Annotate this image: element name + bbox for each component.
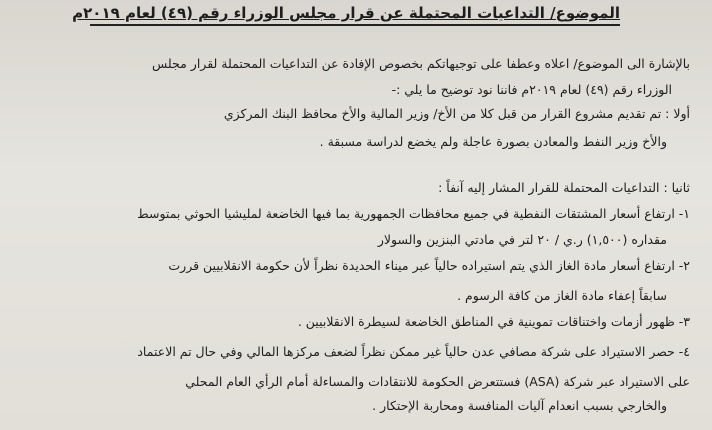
- list-item-continuation: سابقاً إعفاء مادة الغاز من كافة الرسوم .: [457, 288, 667, 303]
- paragraph-line: أولا : تم تقديم مشروع القرار من قبل كلا من الأخ/ وزير المالية والأخ محافظ البنك المركزي: [223, 106, 690, 121]
- list-item: ٣- ظهور أزمات واختناقات تموينية في المناطق الخاضعة لسيطرة الانقلابيين .: [297, 314, 690, 329]
- list-item: ٢- ارتفاع أسعار مادة الغاز الذي يتم استيراده حالياً عبر ميناء الحديدة نظراً لأن حكومة الانقلابيين قررت: [168, 258, 690, 273]
- paragraph-line: الوزراء رقم (٤٩) لعام ٢٠١٩م فاننا نود توضيح ما يلي :-: [391, 82, 672, 97]
- list-item-continuation: والخارجي بسبب انعدام آليات المنافسة ومحاربة الإحتكار .: [372, 398, 667, 413]
- list-item-continuation: مقداره (١,٥٠٠) ر.ي / ٢٠ لتر في مادتي البنزين والسولار: [377, 232, 667, 247]
- list-item-continuation: على الاستيراد عبر شركة (ASA) فستتعرض الحكومة للانتقادات والمساءلة أمام الرأي العام المحلي: [185, 374, 690, 389]
- paragraph-line: والأخ وزير النفط والمعادن بصورة عاجلة ولم يخضع لدراسة مسبقة .: [319, 134, 667, 149]
- list-item: ٤- حصر الاستيراد على شركة مصافي عدن حالياً غير ممكن نظراً لضعف مركزها المالي وفي حال تم الاعتماد: [137, 344, 690, 359]
- subject-heading: الموضوع/ التداعيات المحتملة عن قرار مجلس الوزراء رقم (٤٩) لعام ٢٠١٩م: [90, 4, 620, 26]
- list-item: ١- ارتفاع أسعار المشتقات النفطية في جميع محافظات الجمهورية بما فيها الخاضعة لمليشيا الحوثي بمتوسط: [137, 206, 690, 221]
- section-heading: ثانيا : التداعيات المحتملة للقرار المشار إليه آنفاً :: [438, 180, 690, 195]
- paragraph-line: بالإشارة الى الموضوع/ اعلاه وعطفا على توجيهاتكم بخصوص الإفادة عن التداعيات المحتملة لقرار مجلس: [151, 56, 690, 71]
